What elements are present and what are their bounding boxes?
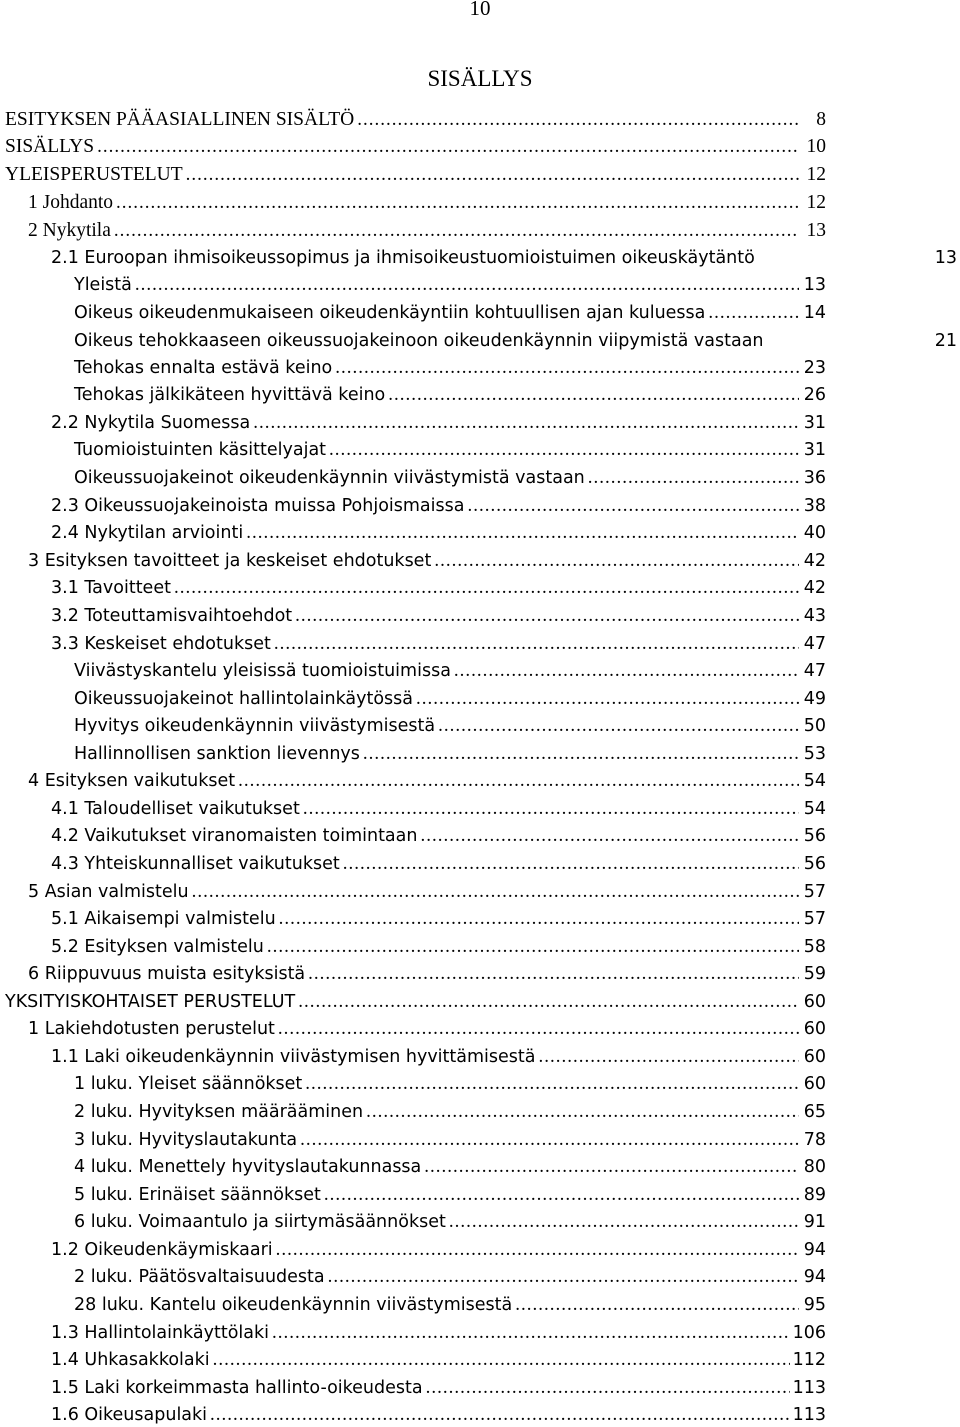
toc-entry-title: Oikeus oikeudenmukaiseen oikeudenkäyntiin kohtuullisen ajan kuluessa bbox=[74, 303, 706, 323]
toc-entry-title: 5.2 Esityksen valmistelu bbox=[51, 937, 264, 957]
toc-entry bbox=[0, 1261, 960, 1288]
toc-entry-page: 42 bbox=[803, 551, 826, 571]
toc-entry-title: 1 Johdanto bbox=[28, 192, 114, 213]
toc-entry-page: 59 bbox=[803, 964, 826, 984]
toc-title: SISÄLLYS bbox=[427, 66, 533, 91]
toc-entry-title: Oikeus tehokkaaseen oikeussuojakeinoon oikeudenkäynnin viipymistä vastaan bbox=[74, 331, 764, 351]
leader-dots bbox=[114, 220, 799, 242]
leader-dots bbox=[420, 825, 799, 847]
toc-entry bbox=[0, 986, 960, 1013]
toc-entry-page: 38 bbox=[803, 496, 826, 516]
toc-entry bbox=[0, 820, 960, 847]
leader-dots bbox=[539, 1046, 800, 1068]
leader-dots bbox=[416, 688, 799, 710]
toc-entry-page: 47 bbox=[803, 661, 826, 681]
toc-entry-page: 56 bbox=[803, 854, 826, 874]
leader-dots bbox=[192, 881, 799, 903]
toc-entry-title: 2 Nykytila bbox=[28, 220, 111, 241]
toc-entry-page: 49 bbox=[803, 689, 826, 709]
toc-entry bbox=[0, 655, 960, 682]
toc-entry-page: 26 bbox=[803, 385, 826, 405]
toc-entry-page: 80 bbox=[803, 1157, 826, 1177]
toc-entry bbox=[0, 903, 960, 930]
leader-dots bbox=[97, 136, 799, 158]
toc-entry bbox=[0, 1372, 960, 1399]
toc-entry-page: 60 bbox=[803, 992, 826, 1012]
toc-entry-title: 4.3 Yhteiskunnalliset vaikutukset bbox=[51, 854, 340, 874]
toc-entry bbox=[0, 131, 960, 158]
toc-entry-page: 60 bbox=[803, 1019, 826, 1039]
toc-entry-title: YLEISPERUSTELUT bbox=[5, 164, 183, 185]
toc-entry-title: 5 Asian valmistelu bbox=[28, 882, 189, 902]
toc-entry bbox=[0, 572, 960, 599]
toc-entry-title: 6 Riippuvuus muista esityksistä bbox=[28, 964, 306, 984]
toc-entry bbox=[0, 325, 960, 352]
toc-entry-page: 13 bbox=[806, 220, 826, 241]
toc-entry-page: 13 bbox=[803, 275, 826, 295]
toc-entry-page: 10 bbox=[806, 136, 826, 157]
toc-entry-page: 106 bbox=[792, 1323, 826, 1343]
toc-entry bbox=[0, 159, 960, 186]
toc-entry bbox=[0, 269, 960, 296]
toc-entry bbox=[0, 434, 960, 461]
leader-dots bbox=[454, 660, 799, 682]
leader-dots bbox=[335, 357, 799, 379]
toc-entry-title: Hyvitys oikeudenkäynnin viivästymisestä bbox=[74, 716, 436, 736]
toc-entry bbox=[0, 242, 960, 269]
toc-entry-title: 2 luku. Hyvityksen määrääminen bbox=[74, 1102, 364, 1122]
toc-entry-page: 14 bbox=[803, 303, 826, 323]
leader-dots bbox=[467, 495, 799, 517]
leader-dots bbox=[324, 1184, 799, 1206]
toc-entry-title: 6 luku. Voimaantulo ja siirtymäsäännökset bbox=[74, 1212, 446, 1232]
toc-entry-title: 2.4 Nykytilan arviointi bbox=[51, 523, 244, 543]
toc-entry-page: 13 bbox=[934, 248, 957, 268]
toc-entry bbox=[0, 1399, 960, 1426]
leader-dots bbox=[424, 1156, 799, 1178]
toc-entry-title: 5.1 Aikaisempi valmistelu bbox=[51, 909, 276, 929]
toc-entry-title: Viivästyskantelu yleisissä tuomioistuimissa bbox=[74, 661, 451, 681]
leader-dots bbox=[186, 164, 799, 186]
leader-dots bbox=[329, 439, 799, 461]
toc-entry-title: 28 luku. Kantelu oikeudenkäynnin viivästymisestä bbox=[74, 1295, 513, 1315]
leader-dots bbox=[267, 936, 799, 958]
toc-entry-title: Yleistä bbox=[74, 275, 132, 295]
leader-dots bbox=[278, 1018, 799, 1040]
leader-dots bbox=[272, 1322, 790, 1344]
toc-entry-title: 1.1 Laki oikeudenkäynnin viivästymisen hyvittämisestä bbox=[51, 1047, 536, 1067]
leader-dots bbox=[363, 743, 799, 765]
toc-entry bbox=[0, 1206, 960, 1233]
leader-dots bbox=[426, 1377, 790, 1399]
toc-entry-page: 113 bbox=[792, 1378, 826, 1398]
page-number: 10 bbox=[469, 0, 491, 20]
toc-entry-page: 95 bbox=[803, 1295, 826, 1315]
toc-entry bbox=[0, 683, 960, 710]
toc-entry-title: YKSITYISKOHTAISET PERUSTELUT bbox=[5, 992, 296, 1012]
toc-entry bbox=[0, 1124, 960, 1151]
toc-entry-title: 1.2 Oikeudenkäymiskaari bbox=[51, 1240, 273, 1260]
toc-entry-page: 50 bbox=[803, 716, 826, 736]
toc-entry-page: 21 bbox=[934, 331, 957, 351]
toc-entry bbox=[0, 1179, 960, 1206]
leader-dots bbox=[210, 1404, 790, 1426]
toc-entry-title: Oikeussuojakeinot hallintolainkäytössä bbox=[74, 689, 414, 709]
leader-dots bbox=[515, 1294, 799, 1316]
toc-entry-page: 60 bbox=[803, 1047, 826, 1067]
leader-dots bbox=[213, 1349, 790, 1371]
toc-entry bbox=[0, 710, 960, 737]
leader-dots bbox=[135, 274, 799, 296]
leader-dots bbox=[708, 302, 799, 324]
leader-dots bbox=[116, 192, 799, 214]
toc-entry-page: 78 bbox=[803, 1130, 826, 1150]
toc-entry-title: 3 Esityksen tavoitteet ja keskeiset ehdotukset bbox=[28, 551, 432, 571]
toc-entry-title: 1 luku. Yleiset säännökset bbox=[74, 1074, 303, 1094]
toc-entry bbox=[0, 104, 960, 131]
toc-entry bbox=[0, 1096, 960, 1123]
toc-entry bbox=[0, 600, 960, 627]
toc-entry bbox=[0, 379, 960, 406]
toc-entry-page: 31 bbox=[803, 413, 826, 433]
toc-entry-title: 1.4 Uhkasakkolaki bbox=[51, 1350, 210, 1370]
toc-entry-page: 56 bbox=[803, 826, 826, 846]
toc-entry-page: 89 bbox=[803, 1185, 826, 1205]
toc-entry-page: 31 bbox=[803, 440, 826, 460]
leader-dots bbox=[305, 1073, 799, 1095]
toc-entry bbox=[0, 462, 960, 489]
toc-entry-page: 58 bbox=[803, 937, 826, 957]
leader-dots bbox=[434, 550, 799, 572]
toc-entry bbox=[0, 958, 960, 985]
toc-entry-title: 2.1 Euroopan ihmisoikeussopimus ja ihmisoikeustuomioistuimen oikeuskäytäntö bbox=[51, 248, 755, 268]
toc-entry-title: 3 luku. Hyvityslautakunta bbox=[74, 1130, 298, 1150]
toc-entry-title: 4.2 Vaikutukset viranomaisten toimintaan bbox=[51, 826, 418, 846]
toc-entry-page: 43 bbox=[803, 606, 826, 626]
leader-dots bbox=[298, 991, 799, 1013]
toc-entry-page: 40 bbox=[803, 523, 826, 543]
toc-entry-title: Hallinnollisen sanktion lievennys bbox=[74, 744, 360, 764]
toc-entry-page: 54 bbox=[803, 799, 826, 819]
toc-entry bbox=[0, 187, 960, 214]
toc-entry-page: 65 bbox=[803, 1102, 826, 1122]
toc-entry-page: 12 bbox=[806, 192, 826, 213]
leader-dots bbox=[303, 798, 799, 820]
toc-entry bbox=[0, 352, 960, 379]
toc-entry-title: Tehokas jälkikäteen hyvittävä keino bbox=[74, 385, 386, 405]
toc-entry-title: 2.3 Oikeussuojakeinoista muissa Pohjoismaissa bbox=[51, 496, 465, 516]
toc-entry-title: 2.2 Nykytila Suomessa bbox=[51, 413, 251, 433]
toc-entry-title: Tehokas ennalta estävä keino bbox=[74, 358, 333, 378]
leader-dots bbox=[308, 963, 799, 985]
toc-entry-page: 12 bbox=[806, 164, 826, 185]
toc-entry-page: 57 bbox=[803, 882, 826, 902]
toc-entry bbox=[0, 793, 960, 820]
toc-entry-page: 42 bbox=[803, 578, 826, 598]
toc-entry bbox=[0, 1068, 960, 1095]
leader-dots bbox=[253, 412, 799, 434]
toc-entry-title: 2 luku. Päätösvaltaisuudesta bbox=[74, 1267, 325, 1287]
leader-dots bbox=[388, 384, 799, 406]
toc-entry bbox=[0, 517, 960, 544]
leader-dots bbox=[279, 908, 799, 930]
toc-entry bbox=[0, 738, 960, 765]
toc-entry bbox=[0, 1317, 960, 1344]
toc-entry bbox=[0, 628, 960, 655]
toc-entry-title: 4 luku. Menettely hyvityslautakunnassa bbox=[74, 1157, 422, 1177]
leader-dots bbox=[238, 770, 799, 792]
toc-entry-title: 5 luku. Erinäiset säännökset bbox=[74, 1185, 321, 1205]
toc-entry-page: 60 bbox=[803, 1074, 826, 1094]
toc-entry-title: 4.1 Taloudelliset vaikutukset bbox=[51, 799, 300, 819]
toc-entry-title: Tuomioistuinten käsittelyajat bbox=[74, 440, 327, 460]
leader-dots bbox=[274, 633, 799, 655]
toc-entry bbox=[0, 931, 960, 958]
toc-entry bbox=[0, 1151, 960, 1178]
leader-dots bbox=[449, 1211, 799, 1233]
toc-entry-title: 3.1 Tavoitteet bbox=[51, 578, 171, 598]
toc-entry bbox=[0, 765, 960, 792]
toc-entry-title: 1.6 Oikeusapulaki bbox=[51, 1405, 208, 1425]
toc-entry-page: 36 bbox=[803, 468, 826, 488]
leader-dots bbox=[366, 1101, 799, 1123]
leader-dots bbox=[300, 1129, 799, 1151]
toc-entry bbox=[0, 490, 960, 517]
toc-entry-page: 53 bbox=[803, 744, 826, 764]
leader-dots bbox=[174, 577, 799, 599]
toc-entry-title: ESITYKSEN PÄÄASIALLINEN SISÄLTÖ bbox=[5, 109, 355, 130]
toc-entry bbox=[0, 545, 960, 572]
toc-entry-title: 4 Esityksen vaikutukset bbox=[28, 771, 236, 791]
leader-dots bbox=[343, 853, 799, 875]
toc-entry-title: 1.3 Hallintolainkäyttölaki bbox=[51, 1323, 269, 1343]
toc-entry bbox=[0, 1289, 960, 1316]
toc-entry-page: 23 bbox=[803, 358, 826, 378]
toc-entry bbox=[0, 1013, 960, 1040]
leader-dots bbox=[328, 1266, 799, 1288]
toc-entry-page: 47 bbox=[803, 634, 826, 654]
toc-entry-title: 3.2 Toteuttamisvaihtoehdot bbox=[51, 606, 293, 626]
toc-entry bbox=[0, 297, 960, 324]
toc-entry-page: 54 bbox=[803, 771, 826, 791]
toc-entry-page: 91 bbox=[803, 1212, 826, 1232]
toc-entry-title: 1 Lakiehdotusten perustelut bbox=[28, 1019, 275, 1039]
toc-entry-title: 1.5 Laki korkeimmasta hallinto-oikeudesta bbox=[51, 1378, 423, 1398]
toc-entry-title: SISÄLLYS bbox=[5, 136, 95, 157]
leader-dots bbox=[588, 467, 799, 489]
toc-entry-page: 113 bbox=[792, 1405, 826, 1425]
toc-entry bbox=[0, 876, 960, 903]
leader-dots bbox=[295, 605, 799, 627]
leader-dots bbox=[246, 522, 799, 544]
leader-dots bbox=[438, 715, 799, 737]
toc-entry bbox=[0, 407, 960, 434]
toc-entry-page: 57 bbox=[803, 909, 826, 929]
toc-entry-page: 8 bbox=[816, 109, 826, 130]
toc-entry-title: Oikeussuojakeinot oikeudenkäynnin viivästymistä vastaan bbox=[74, 468, 585, 488]
toc-entry-page: 112 bbox=[792, 1350, 826, 1370]
toc-entry-title: 3.3 Keskeiset ehdotukset bbox=[51, 634, 271, 654]
leader-dots bbox=[276, 1239, 799, 1261]
toc-entry bbox=[0, 848, 960, 875]
toc-entry bbox=[0, 1041, 960, 1068]
toc-entry bbox=[0, 215, 960, 242]
toc-entry bbox=[0, 1234, 960, 1261]
leader-dots bbox=[357, 109, 799, 131]
toc-entry bbox=[0, 1344, 960, 1371]
toc-entry-page: 94 bbox=[803, 1267, 826, 1287]
toc-entry-page: 94 bbox=[803, 1240, 826, 1260]
